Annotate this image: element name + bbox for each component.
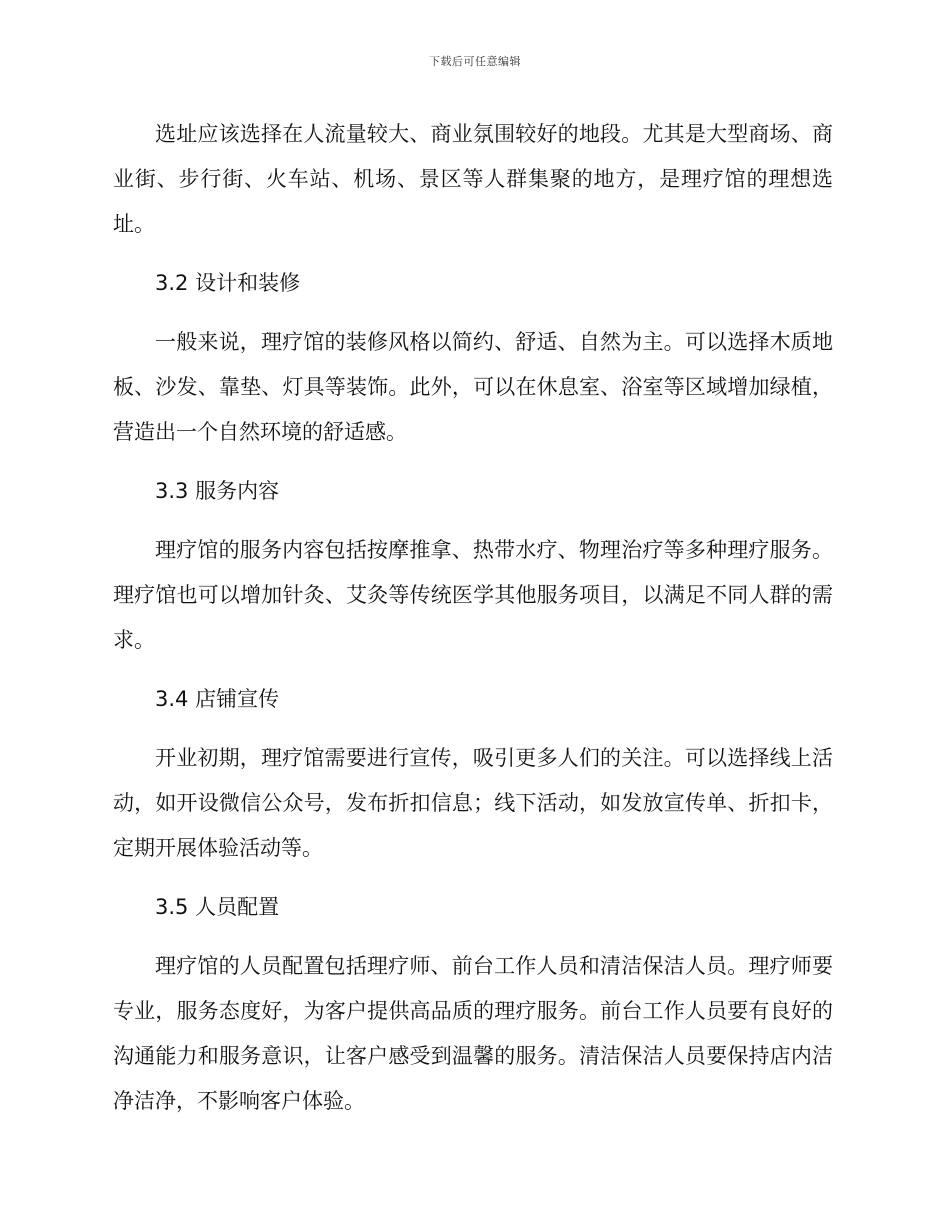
document-body bbox=[113, 112, 833, 1138]
paragraph-staffing: 理疗馆的人员配置包括理疗师、前台工作人员和清洁保洁人员。理疗师要专业，服务态度好，为客户提供高品质的理疗服务。前台工作人员要有良好的沟通能力和服务意识，让客户感受到温馨的服务。清洁保洁人员要保持店内洁净洁净，不影响客户体验。 bbox=[113, 954, 833, 1113]
section-heading-staffing: 3.5 人员配置 bbox=[155, 895, 280, 919]
paragraph-services: 理疗馆的服务内容包括按摩推拿、热带水疗、物理治疗等多种理疗服务。理疗馆也可以增加针灸、艾灸等传统医学其他服务项目，以满足不同人群的需求。 bbox=[113, 538, 833, 652]
paragraph-promotion: 开业初期，理疗馆需要进行宣传，吸引更多人们的关注。可以选择线上活动，如开设微信公众号，发布折扣信息；线下活动，如发放宣传单、折扣卡，定期开展体验活动等。 bbox=[113, 746, 833, 860]
section-heading-design: 3.2 设计和装修 bbox=[155, 271, 301, 295]
section-heading-promotion: 3.4 店铺宣传 bbox=[155, 687, 280, 711]
section-heading-services: 3.3 服务内容 bbox=[155, 479, 280, 503]
paragraph-design: 一般来说，理疗馆的装修风格以简约、舒适、自然为主。可以选择木质地板、沙发、靠垫、灯具等装饰。此外，可以在休息室、浴室等区域增加绿植，营造出一个自然环境的舒适感。 bbox=[113, 330, 833, 444]
page-header: 下载后可任意编辑 bbox=[429, 55, 521, 68]
paragraph-site-selection: 选址应该选择在人流量较大、商业氛围较好的地段。尤其是大型商场、商业街、步行街、火车站、机场、景区等人群集聚的地方，是理疗馆的理想选址。 bbox=[113, 122, 833, 236]
